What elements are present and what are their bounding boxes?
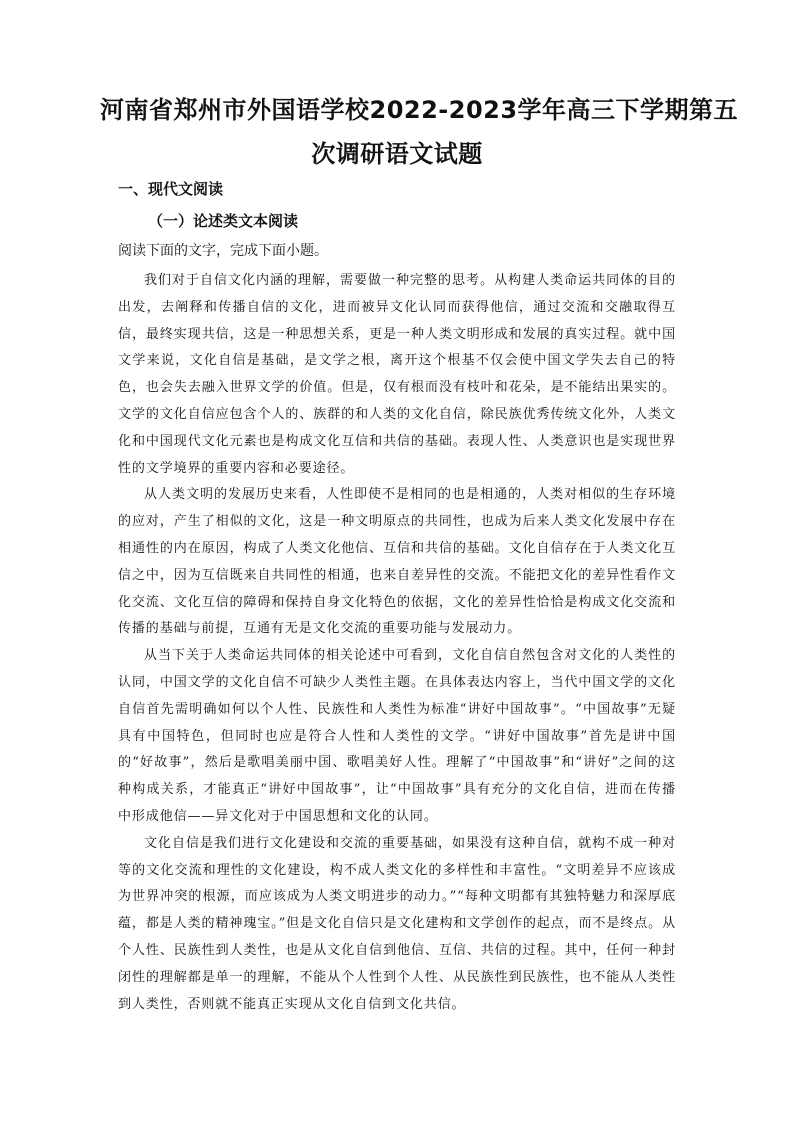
passage-paragraph-4: 文化自信是我们进行文化建设和交流的重要基础，如果没有这种自信，就构不成一种对等的文化交流和理性的文化建设，构不成人类文化的多样性和丰富性。“文明差异不应该成为世界冲突的根源，而应该成为人类文明进步的动力。”“每种文明都有其独特魅力和深厚底蕴，都是人类的精神瑰宝。”但是文化自信只是文化建构和文学创作的起点，而不是终点。从个人性、民族性到人类性，也是从文化自信到他信、互信、共信的过程。其中，任何一种封闭性的理解都是单一的理解，不能从个人性到个人性、从民族性到民族性，也不能从人类性到人类性，否则就不能真正实现从文化自信到文化共信。 [118,835,676,1012]
reading-instruction: 阅读下面的文字，完成下面小题。 [118,243,328,259]
document-title-line-1: 河南省郑州市外国语学校2022-2023学年高三下学期第五 [100,96,739,124]
sub-section-heading: （一）论述类文本阅读 [148,212,299,230]
passage-paragraph-2: 从人类文明的发展历史来看，人性即使不是相同的也是相通的，人类对相似的生存环境的应对，产生了相似的文化，这是一种文明原点的共同性，也成为后来人类文化发展中存在相通性的内在原因，构成了人类文化他信、互信和共信的基础。文化自信存在于人类文化互信之中，因为互信既来自共同性的相通，也来自差异性的交流。不能把文化的差异性看作文化交流、文化互信的障碍和保持自身文化特色的依据，文化的差异性恰恰是构成文化交流和传播的基础与前提，互通有无是文化交流的重要功能与发展动力。 [118,487,676,637]
passage-paragraph-1: 我们对于自信文化内涵的理解，需要做一种完整的思考。从构建人类命运共同体的目的出发，去阐释和传播自信的文化，进而被异文化认同而获得他信，通过交流和交融取得互信，最终实现共信，这是一种思想关系，更是一种人类文明形成和发展的真实过程。就中国文学来说，文化自信是基础，是文学之根，离开这个根基不仅会使中国文学失去自己的特色，也会失去融入世界文学的价值。但是，仅有根而没有枝叶和花朵，是不能结出果实的。文学的文化自信应包含个人的、族群的和人类的文化自信，除民族优秀传统文化外，人类文化和中国现代文化元素也是构成文化互信和共信的基础。表现人性、人类意识也是实现世界性的文学境界的重要内容和必要途径。 [118,273,676,476]
section-heading: 一、现代文阅读 [118,180,224,198]
passage-paragraph-3: 从当下关于人类命运共同体的相关论述中可看到，文化自信自然包含对文化的人类性的认同，中国文学的文化自信不可缺少人类性主题。在具体表达内容上，当代中国文学的文化自信首先需明确如何以个人性、民族性和人类性为标准“讲好中国故事”。“中国故事”无疑具有中国特色，但同时也应是符合人性和人类性的文学。“讲好中国故事”首先是讲中国的“好故事”，然后是歌唱美丽中国、歌唱美好人性。理解了“中国故事”和“讲好”之间的这种构成关系，才能真正“讲好中国故事”，让“中国故事”具有充分的文化自信，进而在传播中形成他信——异文化对于中国思想和文化的认同。 [118,648,676,824]
document-title-line-2: 次调研语文试题 [311,140,483,168]
passage-body [118,268,676,1018]
